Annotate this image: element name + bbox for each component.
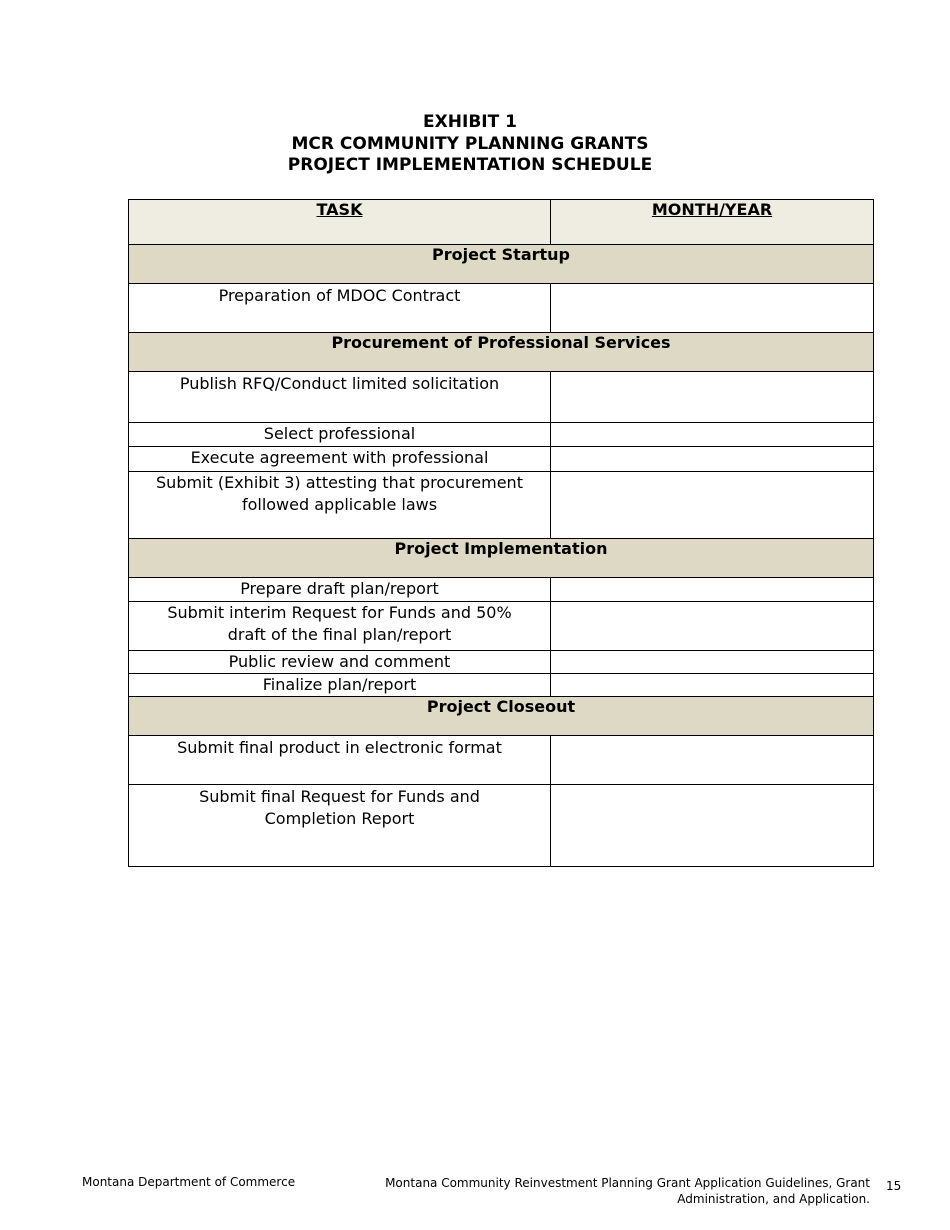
- section-title: Project Startup: [129, 245, 874, 284]
- task-column-header: TASK: [129, 200, 551, 245]
- task-cell: Publish RFQ/Conduct limited solicitation: [129, 372, 551, 423]
- section-row-implementation: [129, 539, 874, 578]
- month-year-cell[interactable]: [551, 423, 874, 447]
- task-cell: Finalize plan/report: [129, 674, 551, 697]
- month-year-cell[interactable]: [551, 472, 874, 539]
- exhibit-program-title: MCR COMMUNITY PLANNING GRANTS: [291, 133, 649, 154]
- footer-document-title: [385, 1175, 870, 1207]
- month-year-cell[interactable]: [551, 674, 874, 697]
- task-cell: [129, 472, 551, 539]
- footer-organization: Montana Department of Commerce: [82, 1175, 296, 1189]
- table-row: [129, 651, 874, 674]
- task-line: followed applicable laws: [241, 495, 438, 514]
- task-cell: Submit final product in electronic format: [129, 736, 551, 785]
- task-line: Completion Report: [264, 809, 415, 828]
- month-year-cell[interactable]: [551, 284, 874, 333]
- month-year-cell[interactable]: [551, 785, 874, 867]
- month-year-cell[interactable]: [551, 372, 874, 423]
- table-row: [129, 602, 874, 651]
- task-line: Submit (Exhibit 3) attesting that procurement: [156, 473, 523, 492]
- section-title: Procurement of Professional Services: [129, 333, 874, 372]
- month-year-cell[interactable]: [551, 447, 874, 472]
- task-line: Submit final Request for Funds and: [199, 787, 480, 806]
- month-year-cell[interactable]: [551, 736, 874, 785]
- section-row-closeout: [129, 697, 874, 736]
- footer-title-line: Administration, and Application.: [677, 1192, 870, 1206]
- section-title: Project Closeout: [129, 697, 874, 736]
- exhibit-schedule-title: PROJECT IMPLEMENTATION SCHEDULE: [287, 155, 653, 175]
- footer-title-line: Montana Community Reinvestment Planning Grant Application Guidelines, Grant: [385, 1176, 870, 1190]
- table-row: [129, 578, 874, 602]
- table-row: [129, 674, 874, 697]
- table-row: [129, 447, 874, 472]
- exhibit-heading: [0, 112, 940, 177]
- section-row-procurement: [129, 333, 874, 372]
- month-year-cell[interactable]: [551, 578, 874, 602]
- month-year-cell[interactable]: [551, 602, 874, 651]
- table-row: [129, 423, 874, 447]
- task-cell: Preparation of MDOC Contract: [129, 284, 551, 333]
- task-line: draft of the final plan/report: [227, 625, 452, 644]
- table-row: [129, 736, 874, 785]
- page-number: 15: [886, 1179, 902, 1193]
- table-row: [129, 284, 874, 333]
- task-cell: Public review and comment: [129, 651, 551, 674]
- implementation-schedule-table: [128, 199, 874, 867]
- month-year-column-header: MONTH/YEAR: [551, 200, 874, 245]
- task-cell: Execute agreement with professional: [129, 447, 551, 472]
- task-cell: Select professional: [129, 423, 551, 447]
- table-row: [129, 472, 874, 539]
- table-header-row: [129, 200, 874, 245]
- task-cell: [129, 785, 551, 867]
- task-cell: Prepare draft plan/report: [129, 578, 551, 602]
- exhibit-number: EXHIBIT 1: [423, 112, 517, 132]
- task-line: Submit interim Request for Funds and 50%: [167, 603, 512, 622]
- table-row: [129, 372, 874, 423]
- section-title: Project Implementation: [129, 539, 874, 578]
- month-year-cell[interactable]: [551, 651, 874, 674]
- table-row: [129, 785, 874, 867]
- task-cell: [129, 602, 551, 651]
- section-row-startup: [129, 245, 874, 284]
